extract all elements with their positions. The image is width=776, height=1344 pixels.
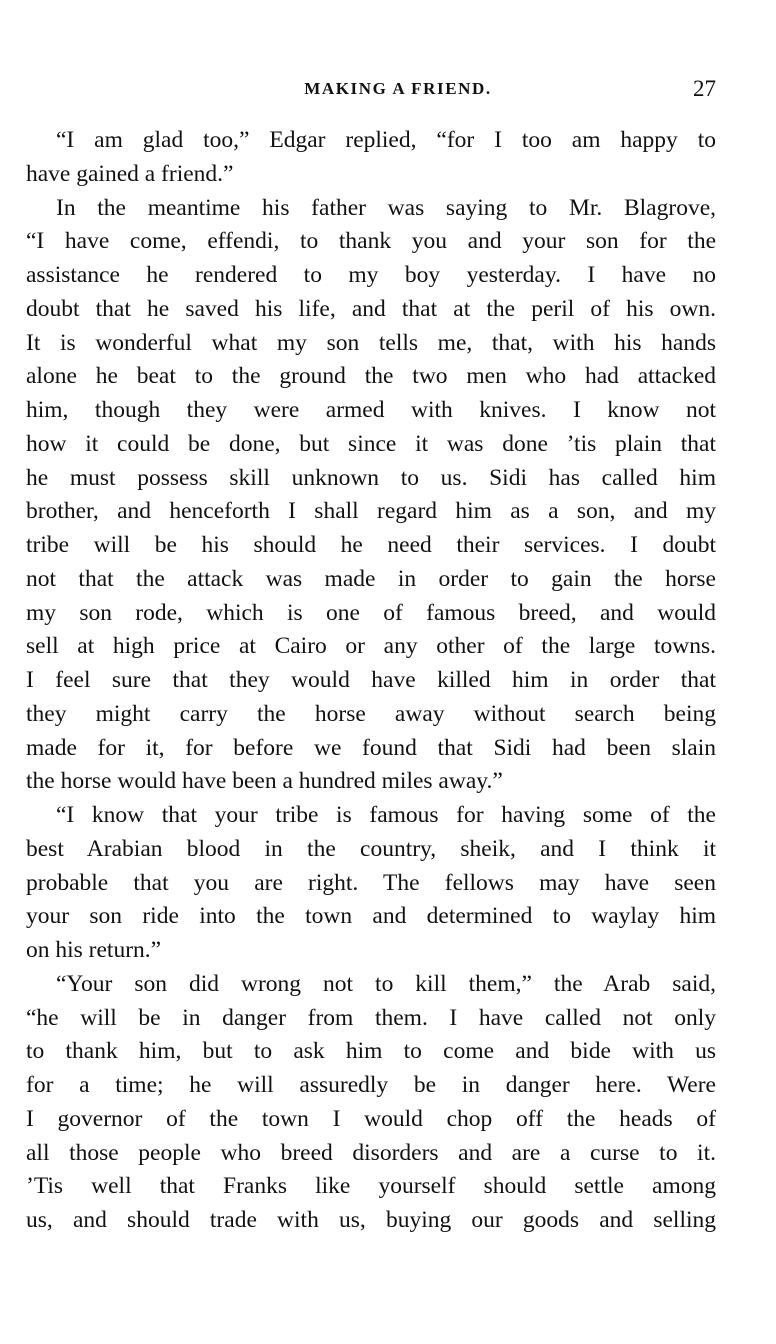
text-line: for a time; he will assuredly be in danger here. Were <box>26 1072 716 1098</box>
text-line: brother, and henceforth I shall regard him as a son, and my <box>26 498 716 525</box>
text-line: made for it, for before we found that Sidi had been slain <box>26 734 716 761</box>
text-line: alone he beat to the ground the two men who had attacked <box>26 363 716 390</box>
text-line: assistance he rendered to my boy yesterday. I have no <box>26 262 716 288</box>
text-line: best Arabian blood in the country, sheik, and I think it <box>26 835 716 862</box>
page-number: 27 <box>693 76 716 101</box>
text-line: probable that you are right. The fellows may have seen <box>26 869 716 896</box>
text-line: It is wonderful what my son tells me, that, with his hands <box>26 329 716 356</box>
text-line: my son rode, which is one of famous breed, and would <box>26 599 716 626</box>
body-text <box>26 124 716 1238</box>
text-line: “he will be in danger from them. I have called not only <box>26 1004 716 1031</box>
text-line: “Your son did wrong not to kill them,” the Arab said, <box>56 970 716 997</box>
page-header <box>26 76 716 102</box>
text-line: they might carry the horse away without search being <box>26 700 716 727</box>
text-line: I governor of the town I would chop off the heads of <box>26 1105 716 1132</box>
text-line: In the meantime his father was saying to Mr. Blagrove, <box>56 194 716 221</box>
text-line: sell at high price at Cairo or any other of the large towns. <box>26 633 716 660</box>
text-line: to thank him, but to ask him to come and bide with us <box>26 1038 716 1065</box>
running-head: MAKING A FRIEND. <box>304 79 492 98</box>
text-line: how it could be done, but since it was done ’tis plain that <box>26 430 716 457</box>
text-line: I feel sure that they would have killed him in order that <box>26 667 716 693</box>
text-line: him, though they were armed with knives. I know not <box>26 397 716 423</box>
text-line: “I know that your tribe is famous for having some of the <box>56 802 716 828</box>
text-line: tribe will be his should he need their services. I doubt <box>26 532 716 558</box>
text-line: your son ride into the town and determined to waylay him <box>26 903 716 930</box>
text-line: he must possess skill unknown to us. Sidi has called him <box>26 464 716 491</box>
text-line: us, and should trade with us, buying our goods and selling <box>26 1207 716 1233</box>
text-line: “I have come, effendi, to thank you and your son for the <box>26 228 716 255</box>
text-line: have gained a friend.” <box>26 160 234 187</box>
text-line: “I am glad too,” Edgar replied, “for I too am happy to <box>56 127 716 153</box>
text-line: not that the attack was made in order to gain the horse <box>26 565 716 592</box>
text-line: all those people who breed disorders and are a curse to it. <box>26 1139 716 1166</box>
text-line: ’Tis well that Franks like yourself should settle among <box>26 1173 716 1200</box>
text-line: on his return.” <box>26 937 162 963</box>
text-line: doubt that he saved his life, and that at the peril of his own. <box>26 295 716 322</box>
text-line: the horse would have been a hundred miles away.” <box>26 768 503 795</box>
